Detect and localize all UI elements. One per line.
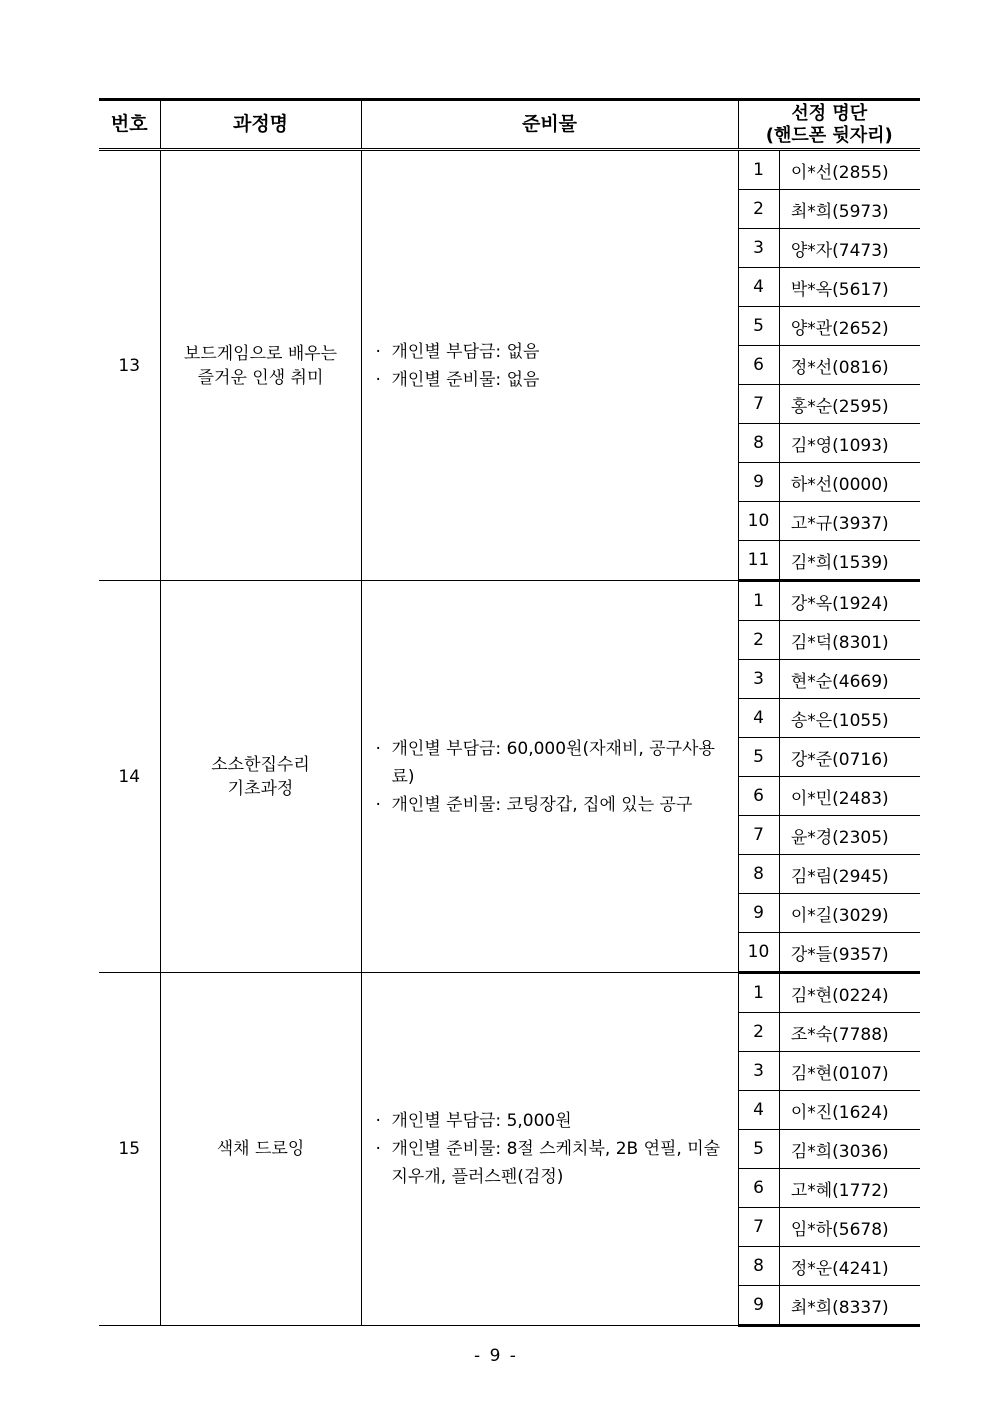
member-name: 홍*순(2595): [779, 385, 920, 424]
member-name: 송*은(1055): [779, 699, 920, 738]
member-name: 윤*경(2305): [779, 816, 920, 855]
member-name: 김*덕(8301): [779, 621, 920, 660]
preparation-item: [376, 366, 726, 394]
member-name: 김*현(0107): [779, 1052, 920, 1091]
member-index: 2: [738, 1013, 779, 1052]
member-index: 3: [738, 660, 779, 699]
member-index: 7: [738, 816, 779, 855]
member-name: 김*영(1093): [779, 424, 920, 463]
table-header: [99, 100, 920, 150]
member-name: 하*선(0000): [779, 463, 920, 502]
member-name: 이*길(3029): [779, 894, 920, 933]
preparation-cell: [361, 973, 738, 1326]
member-index: 5: [738, 738, 779, 777]
member-name: 김*희(3036): [779, 1130, 920, 1169]
member-name: 강*준(0716): [779, 738, 920, 777]
course-name: [160, 150, 361, 581]
member-name: 김*현(0224): [779, 973, 920, 1013]
preparation-item: [376, 735, 726, 791]
bullet-mark: ·: [375, 794, 381, 815]
bullet-mark: ·: [375, 1139, 381, 1159]
bullet-mark: ·: [375, 738, 381, 759]
table-body: [99, 150, 920, 1326]
bullet-mark: ·: [375, 369, 381, 390]
member-index: 2: [738, 190, 779, 229]
table-row: [99, 581, 920, 621]
member-index: 8: [738, 1247, 779, 1286]
member-name: 임*하(5678): [779, 1208, 920, 1247]
member-index: 9: [738, 894, 779, 933]
header-selection-subtitle: (핸드폰 뒷자리): [765, 124, 893, 146]
course-number: 14: [99, 581, 160, 973]
preparation-text: 개인별 준비물: 코팅장갑, 집에 있는 공구: [391, 794, 693, 815]
member-index: 2: [738, 621, 779, 660]
header-preparation: 준비물: [361, 100, 738, 150]
member-index: 5: [738, 307, 779, 346]
preparation-item: [376, 791, 726, 819]
member-name: 고*규(3937): [779, 502, 920, 541]
course-name-line: 기초과정: [227, 778, 294, 799]
member-index: 3: [738, 1052, 779, 1091]
member-name: 최*희(8337): [779, 1286, 920, 1326]
bullet-mark: ·: [375, 341, 381, 362]
bullet-mark: ·: [375, 1111, 381, 1131]
member-index: 8: [738, 424, 779, 463]
member-name: 이*선(2855): [779, 150, 920, 190]
member-index: 1: [738, 581, 779, 621]
table-row: [99, 973, 920, 1013]
member-index: 8: [738, 855, 779, 894]
course-name-line: 색채 드로잉: [216, 1139, 305, 1159]
member-name: 김*림(2945): [779, 855, 920, 894]
member-index: 6: [738, 777, 779, 816]
header-number: 번호: [99, 100, 160, 150]
member-index: 3: [738, 229, 779, 268]
member-name: 고*혜(1772): [779, 1169, 920, 1208]
member-name: 양*자(7473): [779, 229, 920, 268]
preparation-item: [376, 1135, 726, 1191]
course-number: 13: [99, 150, 160, 581]
member-index: 11: [738, 541, 779, 581]
member-name: 강*옥(1924): [779, 581, 920, 621]
course-name-line: 즐거운 인생 취미: [197, 367, 324, 388]
member-name: 강*들(9357): [779, 933, 920, 973]
header-selection: [738, 100, 920, 150]
course-number: 15: [99, 973, 160, 1326]
table-row: [99, 150, 920, 190]
member-name: 조*숙(7788): [779, 1013, 920, 1052]
course-name-line: 보드게임으로 배우는: [183, 343, 338, 364]
preparation-cell: [361, 581, 738, 973]
preparation-text: 개인별 부담금: 5,000원: [391, 1111, 572, 1131]
member-name: 이*민(2483): [779, 777, 920, 816]
member-index: 10: [738, 502, 779, 541]
member-index: 1: [738, 150, 779, 190]
preparation-text: 개인별 준비물: 없음: [391, 369, 540, 390]
preparation-text: 개인별 준비물: 8절 스케치북, 2B 연필, 미술 지우개, 플러스펜(검정): [391, 1139, 721, 1187]
course-name: [160, 581, 361, 973]
preparation-cell: [361, 150, 738, 581]
member-index: 4: [738, 268, 779, 307]
preparation-text: 개인별 부담금: 없음: [391, 341, 540, 362]
member-index: 6: [738, 1169, 779, 1208]
selection-table: [99, 98, 920, 1327]
member-name: 최*희(5973): [779, 190, 920, 229]
member-name: 양*관(2652): [779, 307, 920, 346]
course-name-line: 소소한집수리: [211, 754, 310, 775]
member-index: 1: [738, 973, 779, 1013]
member-index: 9: [738, 1286, 779, 1326]
member-index: 10: [738, 933, 779, 973]
member-index: 4: [738, 699, 779, 738]
course-name: [160, 973, 361, 1326]
member-index: 6: [738, 346, 779, 385]
member-name: 현*순(4669): [779, 660, 920, 699]
preparation-item: [376, 1107, 726, 1135]
header-course: 과정명: [160, 100, 361, 150]
member-index: 4: [738, 1091, 779, 1130]
page-number: - 9 -: [474, 1346, 518, 1366]
member-name: 정*선(0816): [779, 346, 920, 385]
preparation-item: [376, 338, 726, 366]
member-name: 정*운(4241): [779, 1247, 920, 1286]
member-index: 7: [738, 1208, 779, 1247]
member-name: 박*옥(5617): [779, 268, 920, 307]
member-index: 9: [738, 463, 779, 502]
header-selection-title: 선정 명단: [791, 102, 868, 124]
member-index: 5: [738, 1130, 779, 1169]
member-index: 7: [738, 385, 779, 424]
preparation-text: 개인별 부담금: 60,000원(자재비, 공구사용료): [391, 738, 715, 787]
member-name: 이*진(1624): [779, 1091, 920, 1130]
member-name: 김*희(1539): [779, 541, 920, 581]
